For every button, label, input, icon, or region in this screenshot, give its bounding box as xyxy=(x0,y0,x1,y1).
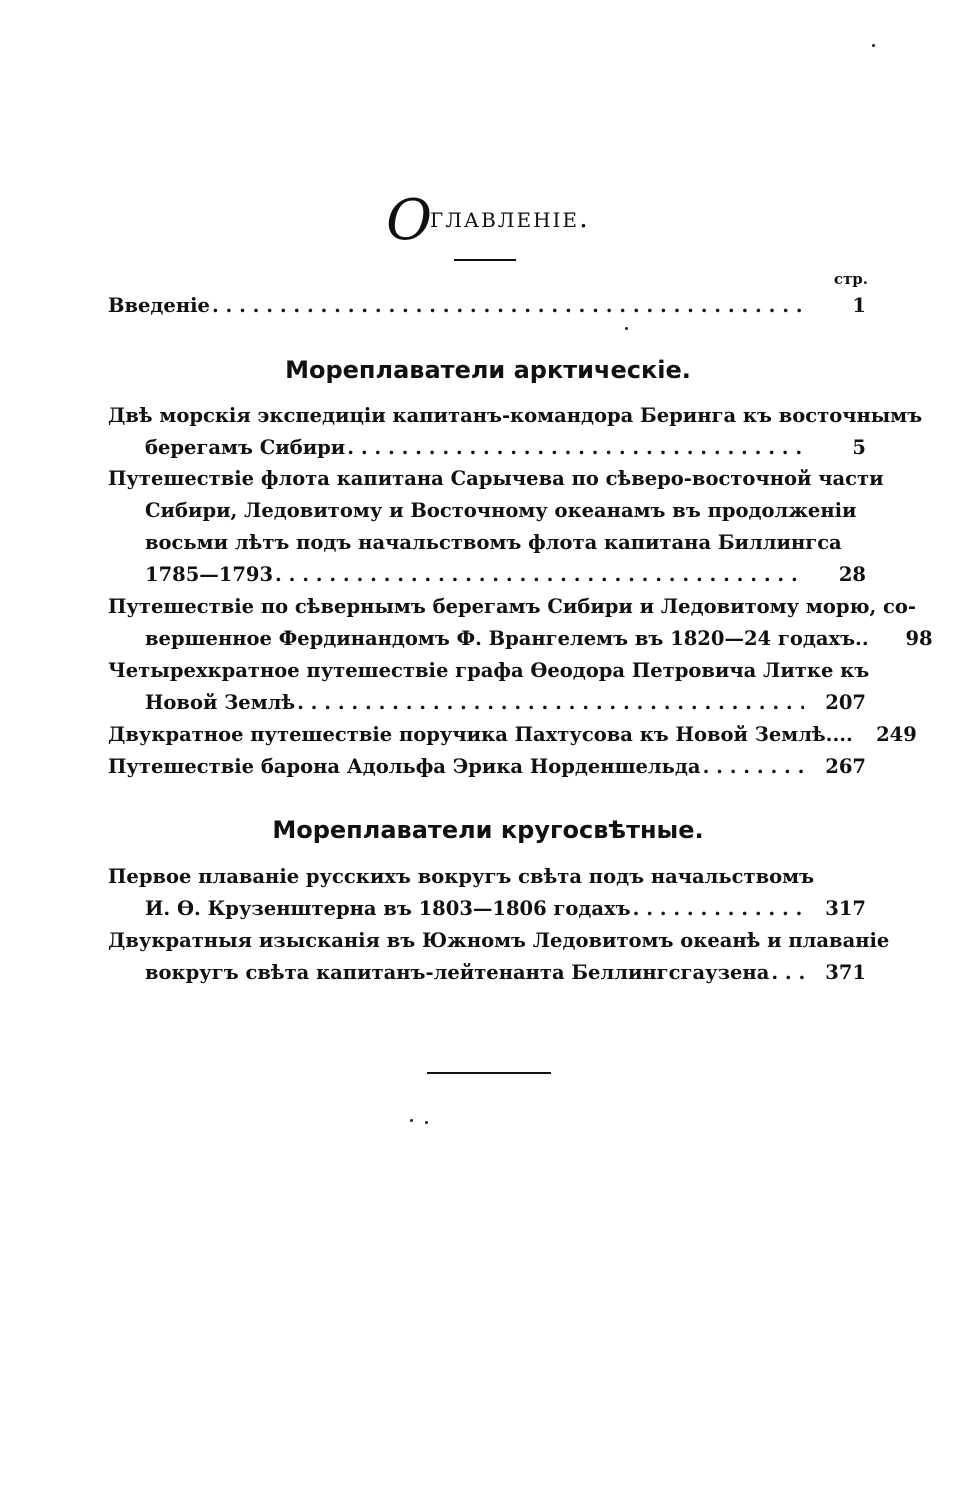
entry-page: 317 xyxy=(825,897,866,920)
entry-line: Двукратное путешествіе поручика Пахтусова къ Новой Землѣ.... xyxy=(108,723,853,746)
entry-page: 371 xyxy=(825,961,866,984)
entry-page: 98 xyxy=(905,627,933,650)
entry-line: Новой Землѣ xyxy=(145,691,296,714)
entry-page: 28 xyxy=(838,563,866,586)
leader-dots xyxy=(771,957,804,989)
title-initial: О xyxy=(386,188,430,253)
leader-dots xyxy=(275,559,804,591)
print-speck xyxy=(872,44,875,47)
leader-dots xyxy=(633,893,804,925)
toc-entry[interactable] xyxy=(108,719,917,751)
leader-dots xyxy=(347,432,804,464)
entry-line: Первое плаваніе русскихъ вокругъ свѣта подъ начальствомъ xyxy=(108,865,815,888)
leader-dots xyxy=(297,687,804,719)
entry-line: Путешествіе барона Адольфа Эрика Норденшельда xyxy=(108,755,701,778)
entry-line: И. Ѳ. Крузенштерна въ 1803—1806 годахъ xyxy=(145,897,631,920)
toc-entry-intro[interactable] xyxy=(108,290,866,322)
entry-line: вершенное Фердинандомъ Ф. Врангелемъ въ 1820—24 годахъ.. xyxy=(145,627,869,650)
toc-entry[interactable] xyxy=(108,400,923,464)
leader-dots xyxy=(703,751,804,783)
entry-page: 5 xyxy=(852,436,866,459)
toc-entry[interactable] xyxy=(108,591,933,655)
entry-line: вокругъ свѣта капитанъ-лейтенанта Беллингсгаузена xyxy=(145,961,770,984)
entry-title: Введеніе xyxy=(108,294,210,317)
section-heading-arctic: Мореплаватели арктическіе. xyxy=(285,356,691,384)
toc-entry[interactable] xyxy=(108,751,866,783)
entry-line: Путешествіе флота капитана Сарычева по сѣверо-восточной части xyxy=(108,467,884,490)
end-rule xyxy=(427,1072,551,1074)
entry-line: Двукратныя изысканія въ Южномъ Ледовитомъ океанѣ и плаваніе xyxy=(108,929,890,952)
title-rule xyxy=(454,259,516,261)
print-speck xyxy=(425,1121,428,1124)
toc-entry[interactable] xyxy=(108,861,866,925)
entry-line: Путешествіе по сѣвернымъ берегамъ Сибири и Ледовитому морю, со- xyxy=(108,595,917,618)
entry-page: 267 xyxy=(825,755,866,778)
page-column-header: стр. xyxy=(833,270,868,288)
entry-line: Четырехкратное путешествіе графа Ѳеодора Петровича Литке къ xyxy=(108,659,870,682)
entry-line: берегамъ Сибири xyxy=(145,436,346,459)
entry-line: 1785—1793 xyxy=(145,563,274,586)
entry-page: 1 xyxy=(852,294,866,317)
entry-line: Двѣ морскія экспедиціи капитанъ-командора Беринга къ восточнымъ xyxy=(108,404,923,427)
page-title xyxy=(0,188,976,253)
entry-line: восьми лѣтъ подъ начальствомъ флота капитана Биллингса xyxy=(145,531,842,554)
toc-entry[interactable] xyxy=(108,463,884,591)
entry-page: 249 xyxy=(876,723,917,746)
entry-page: 207 xyxy=(825,691,866,714)
title-rest: главленіе. xyxy=(430,201,590,234)
entry-line: Сибири, Ледовитому и Восточному океанамъ въ продолженіи xyxy=(145,499,857,522)
section-heading-circumnavigation: Мореплаватели кругосвѣтные. xyxy=(272,816,704,844)
toc-entry[interactable] xyxy=(108,655,870,719)
print-speck xyxy=(625,327,628,330)
leader-dots xyxy=(212,290,804,322)
print-speck xyxy=(410,1119,413,1122)
toc-entry[interactable] xyxy=(108,925,890,989)
